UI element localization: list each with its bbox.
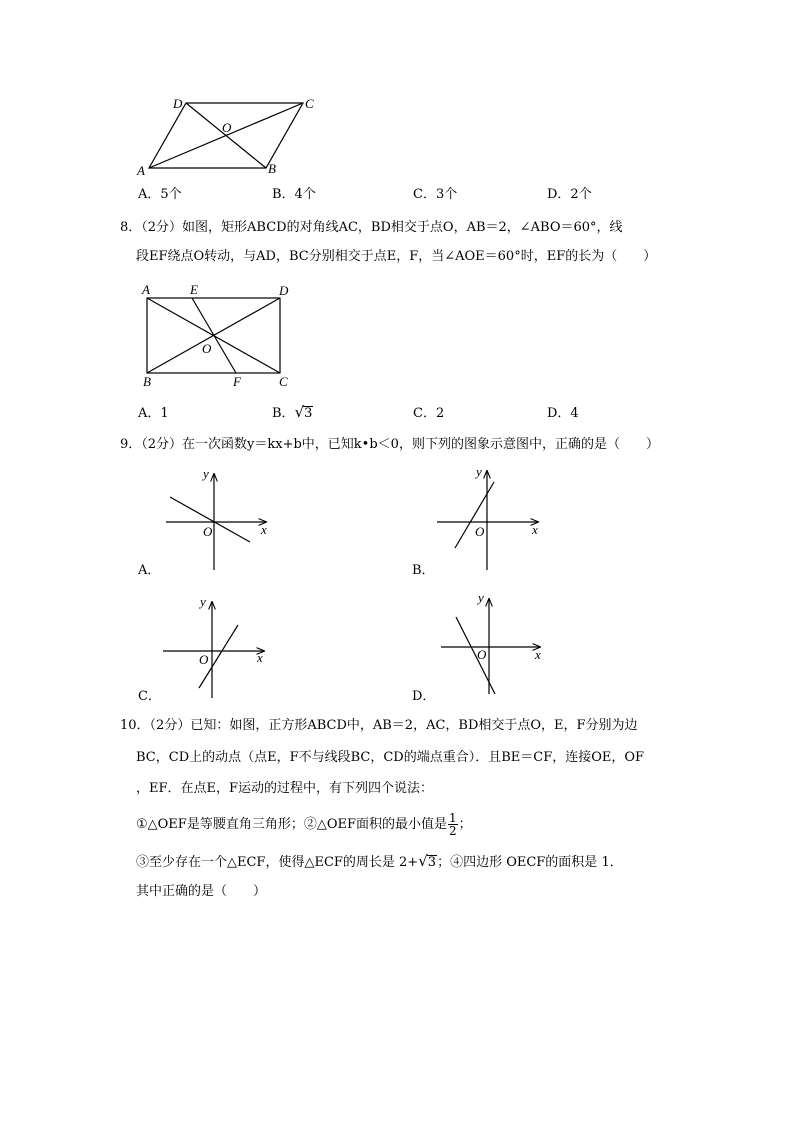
q10-question-last-line: 其中正确的是（ ） xyxy=(136,884,267,899)
q9-graph-d-origin: O xyxy=(477,647,487,662)
q9-option-c: C． xyxy=(138,689,161,704)
q10-question-line-2: BC，CD上的动点（点E，F不与线段BC，CD的端点重合）．且BE＝CF，连接OE，OF xyxy=(136,750,645,765)
q8-question-line-1: 8．（2分）如图，矩形ABCD的对角线AC，BD相交于点O，AB＝2，∠ABO＝60°，线 xyxy=(120,220,623,235)
q10-question-line-3: ，EF．在点E，F运动的过程中，有下列四个说法： xyxy=(136,781,434,796)
q8-option-b-prefix: B． xyxy=(272,406,295,421)
q8-label-b: B xyxy=(143,374,151,389)
q9-graph-d-x-label: x xyxy=(535,647,541,662)
q7-option-c: C．3个 xyxy=(413,187,458,202)
q7-option-a: A．5个 xyxy=(138,187,182,202)
q10-statement-3-text: ③至少存在一个△ECF，使得△ECF的周长是 2+ xyxy=(136,855,419,870)
q7-label-a: A xyxy=(137,163,145,178)
q8-option-a: A．1 xyxy=(138,406,169,421)
q9-option-b: B． xyxy=(412,563,435,578)
q8-option-b-radicand: 3 xyxy=(304,406,313,421)
q8-label-e: E xyxy=(190,282,198,297)
q9-option-a: A． xyxy=(138,563,161,578)
q9-graph-c-y-label: y xyxy=(200,594,206,609)
sqrt-icon: √ xyxy=(294,403,305,421)
q9-graph-a-x-label: x xyxy=(261,522,267,537)
q10-fraction xyxy=(448,812,458,837)
q7-option-b: B．4个 xyxy=(272,187,316,202)
q9-graph-c-origin: O xyxy=(199,652,209,667)
q10-fraction-numerator: 1 xyxy=(449,811,457,825)
q7-label-c: C xyxy=(305,96,314,111)
q9-graph-c-x-label: x xyxy=(257,650,263,665)
q9-graph-b-origin: O xyxy=(475,524,485,539)
q8-label-c: C xyxy=(279,374,288,389)
q8-option-c: C．2 xyxy=(413,406,445,421)
q10-statement-3-4 xyxy=(136,853,623,871)
q9-graph-a-y-label: y xyxy=(203,466,209,481)
q10-fraction-denominator: 2 xyxy=(449,824,457,838)
q9-graph-b xyxy=(437,471,538,570)
q9-graph-d-y-label: y xyxy=(478,590,484,605)
q10-statement-1-2 xyxy=(136,812,472,837)
q7-label-d: D xyxy=(173,96,183,111)
q10-statement-4-text: ；④四边形 OECF的面积是 1． xyxy=(437,855,623,870)
q10-statement-1-text: ①△OEF是等腰直角三角形；②△OEF面积的最小值是 xyxy=(136,817,447,832)
q9-graph-b-y-label: y xyxy=(476,464,482,479)
q10-question-line-1: 10．（2分）已知：如图，正方形ABCD中，AB＝2，AC，BD相交于点O，E，F分别为边 xyxy=(120,718,638,733)
q9-graph-a xyxy=(166,474,266,570)
q9-graph-c xyxy=(163,602,264,698)
q8-label-d: D xyxy=(279,283,289,298)
q7-label-o: O xyxy=(222,120,232,135)
q9-question-line-1: 9．（2分）在一次函数y＝kx+b中，已知k•b＜0，则下列的图象示意图中，正确的是（ ） xyxy=(120,437,659,452)
q10-statement-3-radicand: 3 xyxy=(427,855,437,870)
q9-graph-a-origin: O xyxy=(203,524,213,539)
q7-option-d: D．2个 xyxy=(547,187,592,202)
q7-label-b: B xyxy=(268,161,276,176)
q8-option-d: D．4 xyxy=(547,406,579,421)
q10-statement-1-end: ； xyxy=(458,817,472,832)
q8-label-a: A xyxy=(142,282,150,297)
sqrt-icon: √ xyxy=(418,852,428,870)
q9-graph-d xyxy=(441,599,540,694)
q9-graph-b-x-label: x xyxy=(532,522,538,537)
q8-question-line-2: 段EF绕点O转动，与AD，BC分别相交于点E，F，当∠AOE＝60°时，EF的长为（ ） xyxy=(136,249,657,264)
q8-label-o: O xyxy=(202,341,212,356)
q8-label-f: F xyxy=(233,374,241,389)
q9-option-d: D． xyxy=(412,689,436,704)
